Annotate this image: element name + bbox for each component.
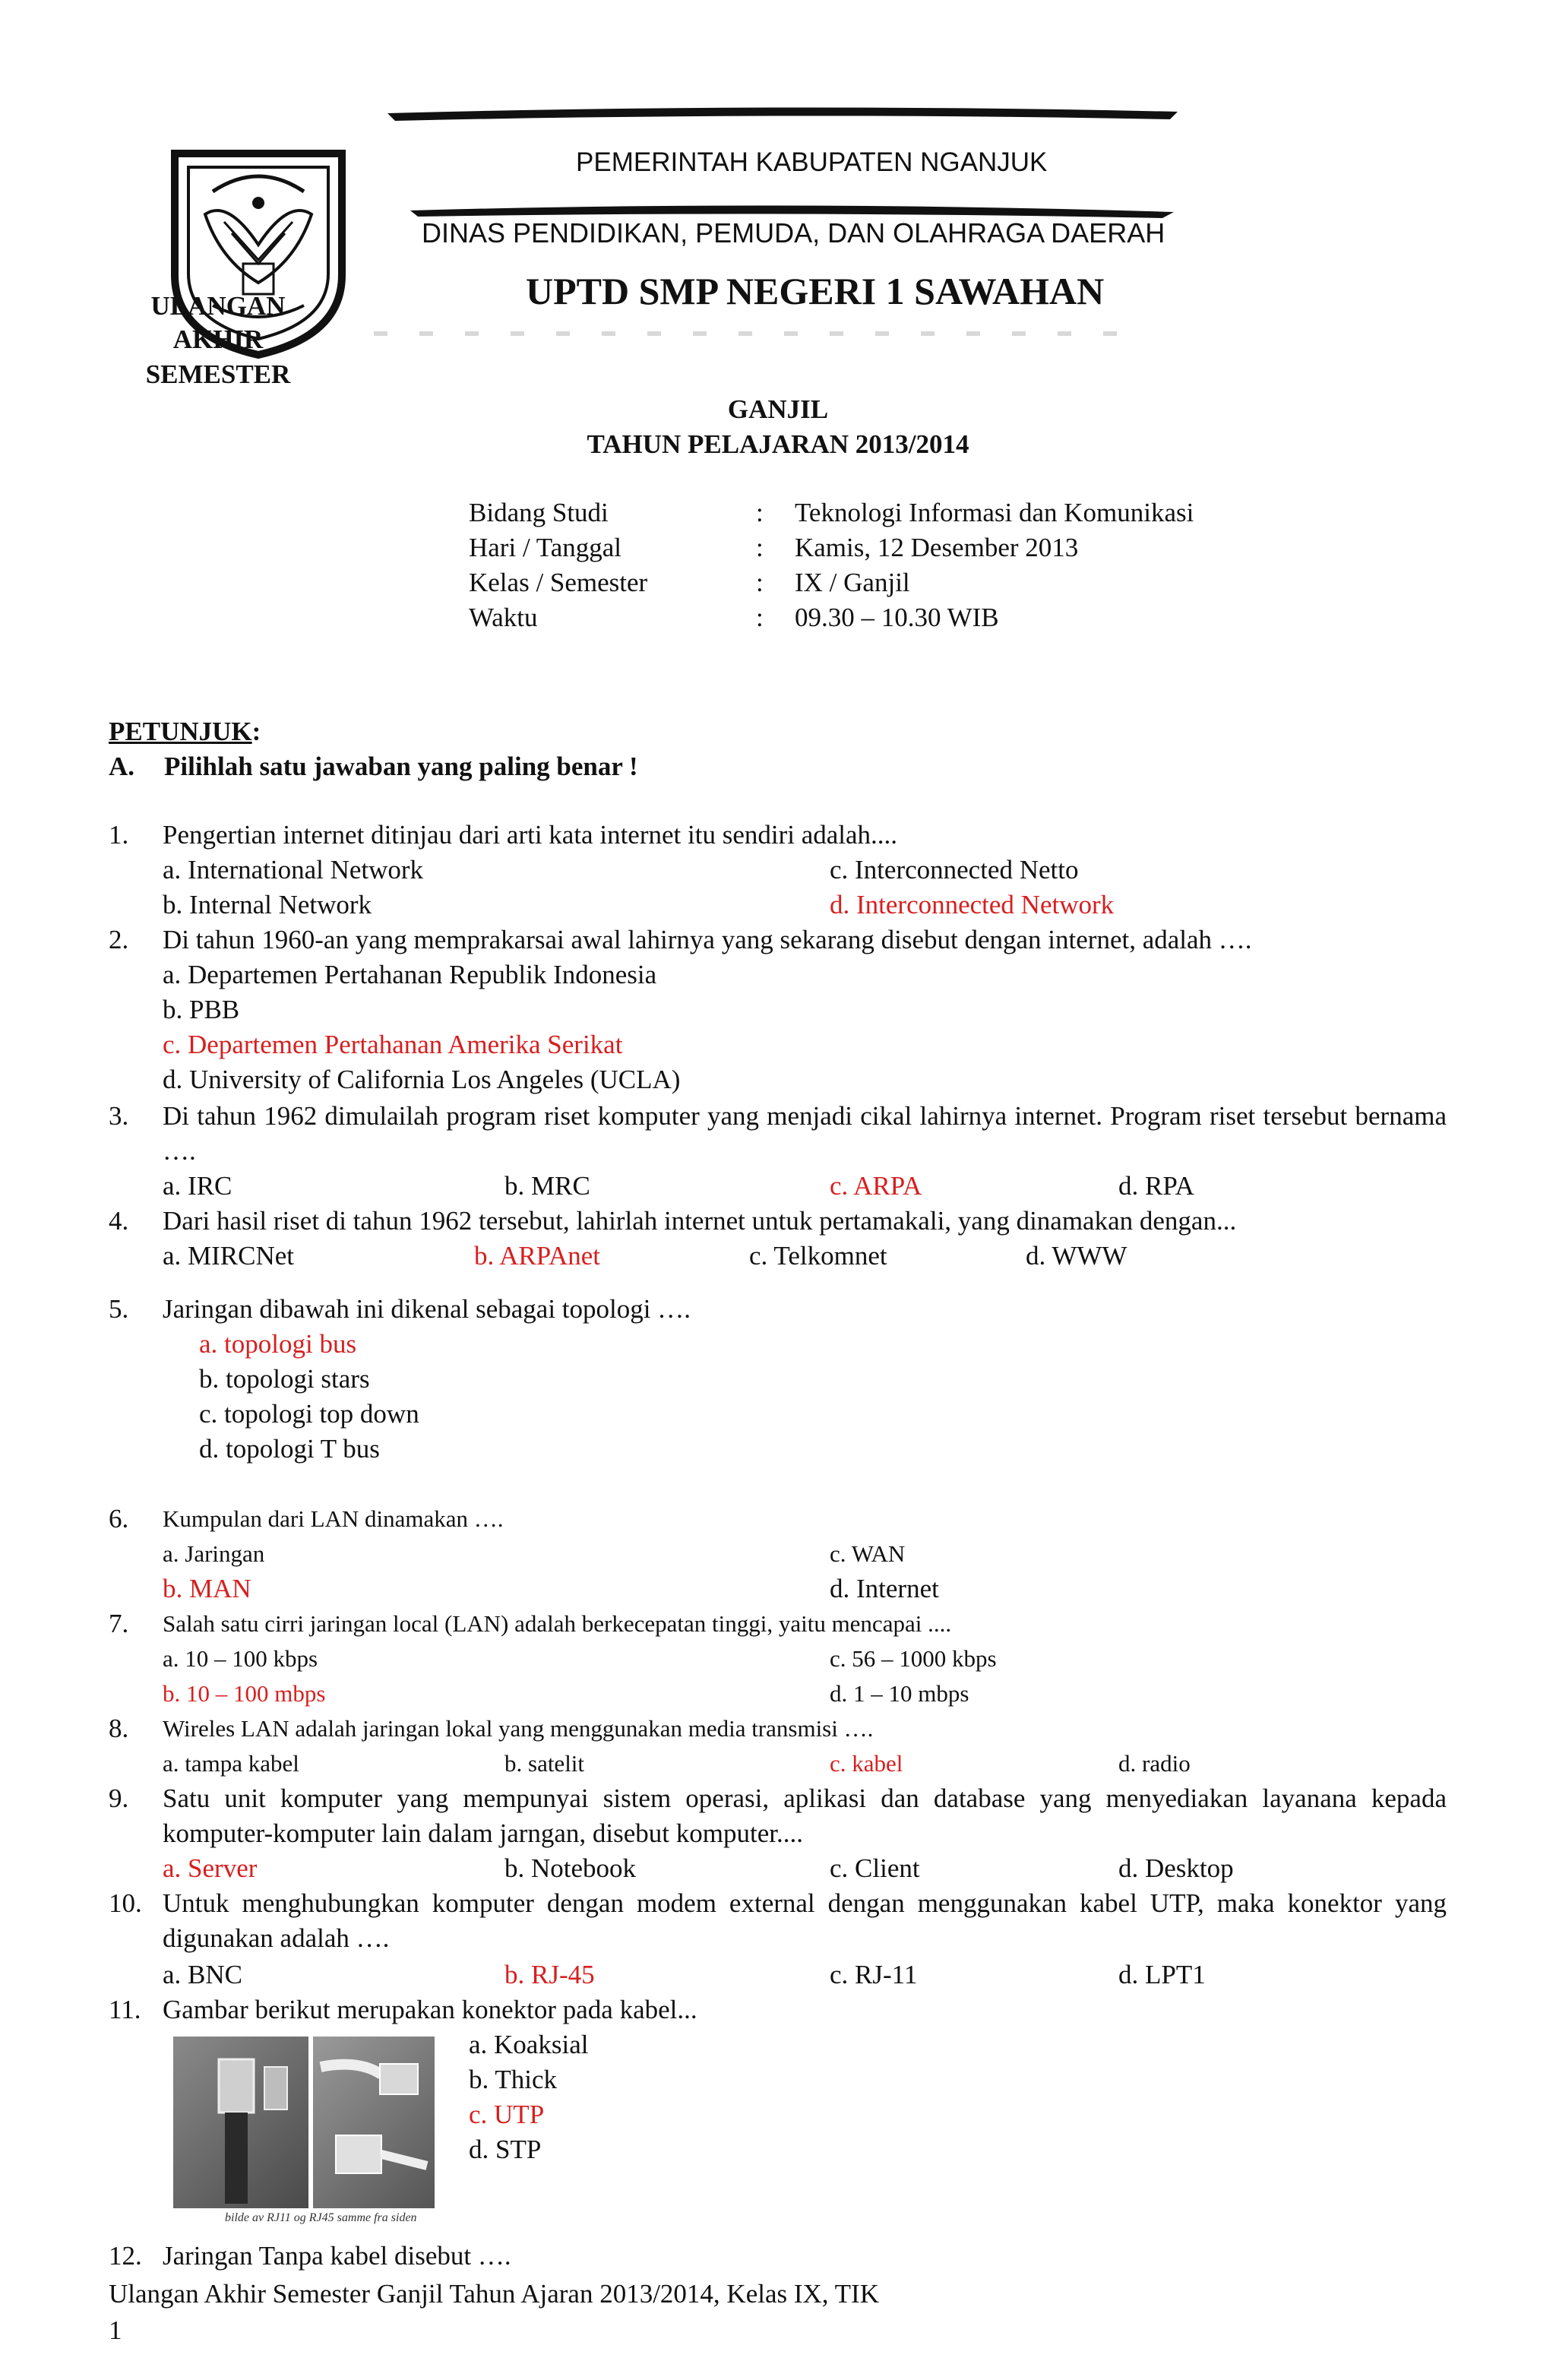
option-c: c. Telkomnet xyxy=(749,1241,887,1271)
option-b: b. Thick xyxy=(469,2065,558,2094)
option-d: d. STP xyxy=(469,2135,542,2164)
question-text: Jaringan Tanpa kabel disebut …. xyxy=(163,2241,511,2271)
option-b: b. MRC xyxy=(504,1171,590,1201)
info-label: Hari / Tanggal xyxy=(469,533,622,562)
question-number: 2. xyxy=(109,925,129,954)
question-number: 11. xyxy=(109,1995,141,2024)
info-value: Kamis, 12 Desember 2013 xyxy=(795,533,1079,562)
option-a: a. MIRCNet xyxy=(163,1241,295,1271)
question-number: 1. xyxy=(109,820,129,850)
question-number: 4. xyxy=(109,1206,129,1236)
question-text: Di tahun 1960-an yang memprakarsai awal lahirnya yang sekarang disebut dengan internet, adalah …. xyxy=(163,925,1252,954)
option-c-answer: c. UTP xyxy=(469,2100,545,2129)
option-c: c. topologi top down xyxy=(199,1399,419,1429)
option-c-answer: c. Departemen Pertahanan Amerika Serikat xyxy=(163,1030,623,1059)
instructions-heading xyxy=(109,714,261,749)
option-b-answer: b. ARPAnet xyxy=(474,1241,600,1271)
page-footer: Ulangan Akhir Semester Ganjil Tahun Ajaran 2013/2014, Kelas IX, TIK xyxy=(109,2279,879,2309)
section-letter: A. xyxy=(109,752,135,781)
academic-year: TAHUN PELAJARAN 2013/2014 xyxy=(587,429,969,459)
rj11-connector-photo xyxy=(173,2037,308,2208)
option-a: a. IRC xyxy=(163,1171,232,1201)
question-text: Untuk menghubungkan komputer dengan modem external dengan menggunakan kabel UTP, maka konektor yang digunakan adalah …. xyxy=(163,1888,1447,1953)
info-separator: : xyxy=(756,568,764,597)
question-text: Jaringan dibawah ini dikenal sebagai topologi …. xyxy=(163,1294,691,1324)
question-number: 9. xyxy=(109,1783,129,1813)
question-number: 5. xyxy=(109,1294,129,1324)
info-label: Kelas / Semester xyxy=(469,568,648,597)
option-a: a. BNC xyxy=(163,1960,242,1989)
option-b: b. satelit xyxy=(504,1750,585,1777)
info-label: Waktu xyxy=(469,603,538,632)
info-value: IX / Ganjil xyxy=(795,568,910,597)
exam-title-line3: SEMESTER xyxy=(145,359,291,389)
option-c: c. RJ-11 xyxy=(830,1960,918,1989)
question-number: 7. xyxy=(109,1609,129,1638)
option-d: d. Desktop xyxy=(1118,1853,1234,1883)
option-a: a. Koaksial xyxy=(469,2030,589,2059)
option-b: b. PBB xyxy=(163,995,240,1024)
option-a-answer: a. topologi bus xyxy=(199,1329,357,1359)
option-b-answer: b. RJ-45 xyxy=(504,1960,595,1989)
option-a: a. tampa kabel xyxy=(163,1750,299,1777)
option-c: c. WAN xyxy=(830,1540,906,1567)
question-number: 3. xyxy=(109,1101,129,1131)
option-d: d. LPT1 xyxy=(1118,1960,1206,1989)
question-number: 6. xyxy=(109,1504,129,1533)
question-text: Gambar berikut merupakan konektor pada kabel... xyxy=(163,1995,697,2024)
option-d: d. RPA xyxy=(1118,1171,1194,1201)
instructions-title: PETUNJUK xyxy=(109,717,252,746)
section-instruction: Pilihlah satu jawaban yang paling benar ! xyxy=(164,752,638,781)
info-separator: : xyxy=(756,498,764,527)
option-d: d. WWW xyxy=(1026,1241,1127,1271)
option-b: b. topologi stars xyxy=(199,1364,370,1394)
option-c: c. Interconnected Netto xyxy=(830,855,1079,885)
option-c-answer: c. kabel xyxy=(830,1750,903,1777)
info-value: 09.30 – 10.30 WIB xyxy=(795,603,999,632)
government-title: PEMERINTAH KABUPATEN NGANJUK xyxy=(576,147,1048,177)
question-number: 12. xyxy=(109,2241,142,2271)
option-a: a. International Network xyxy=(163,855,424,885)
address-line-faded xyxy=(374,331,1118,336)
question-text: Kumpulan dari LAN dinamakan …. xyxy=(163,1505,504,1532)
question-number: 8. xyxy=(109,1714,129,1743)
question-text: Di tahun 1962 dimulailah program riset komputer yang menjadi cikal lahirnya internet. Program riset tersebut bernama …. xyxy=(163,1101,1447,1166)
option-c-answer: c. ARPA xyxy=(830,1171,922,1201)
semester-title: GANJIL xyxy=(727,394,829,424)
question-text: Salah satu cirri jaringan local (LAN) adalah berkecepatan tinggi, yaitu mencapai .... xyxy=(163,1610,952,1637)
info-value: Teknologi Informasi dan Komunikasi xyxy=(795,498,1194,527)
option-c: c. 56 – 1000 kbps xyxy=(830,1645,997,1672)
question-text: Pengertian internet ditinjau dari arti kata internet itu sendiri adalah.... xyxy=(163,820,898,850)
question-text: Dari hasil riset di tahun 1962 tersebut, lahirlah internet untuk pertamakali, yang dinamakan dengan... xyxy=(163,1206,1237,1236)
question-text: Satu unit komputer yang mempunyai sistem operasi, aplikasi dan database yang menyediakan layanana kepada komputer-komputer lain dalam jarngan, disebut komputer.... xyxy=(163,1783,1447,1848)
option-a: a. Departemen Pertahanan Republik Indonesia xyxy=(163,960,657,989)
option-c: c. Client xyxy=(830,1853,920,1883)
school-name: UPTD SMP NEGERI 1 SAWAHAN xyxy=(526,270,1105,312)
option-d: d. University of California Los Angeles (UCLA) xyxy=(163,1065,681,1094)
option-d-answer: d. Interconnected Network xyxy=(830,890,1115,919)
option-b: b. Internal Network xyxy=(163,890,372,919)
question-text: Wireles LAN adalah jaringan lokal yang menggunakan media transmisi …. xyxy=(163,1715,874,1742)
exam-title-line2: AKHIR xyxy=(172,324,264,354)
exam-title-line1: ULANGAN xyxy=(150,291,286,321)
photo-caption: bilde av RJ11 og RJ45 samme fra siden xyxy=(225,2211,417,2224)
option-b-answer: b. MAN xyxy=(163,1574,251,1603)
info-label: Bidang Studi xyxy=(469,498,609,527)
option-d: d. Internet xyxy=(830,1574,939,1603)
option-b: b. Notebook xyxy=(504,1853,637,1883)
info-separator: : xyxy=(756,603,764,632)
option-d: d. radio xyxy=(1118,1750,1191,1777)
option-a: a. Jaringan xyxy=(163,1540,265,1567)
department-title: DINAS PENDIDIKAN, PEMUDA, DAN OLAHRAGA DAERAH xyxy=(422,217,1165,248)
info-separator: : xyxy=(756,533,764,562)
option-d: d. topologi T bus xyxy=(199,1434,380,1464)
option-a-answer: a. Server xyxy=(163,1853,258,1883)
rj45-connector-photo xyxy=(313,2037,435,2208)
option-b-answer: b. 10 – 100 mbps xyxy=(163,1680,326,1707)
option-a: a. 10 – 100 kbps xyxy=(163,1645,318,1672)
instructions-colon: : xyxy=(251,717,261,746)
page-number: 1 xyxy=(109,2315,122,2345)
question-number: 10. xyxy=(109,1888,142,1918)
option-d: d. 1 – 10 mbps xyxy=(830,1680,969,1707)
